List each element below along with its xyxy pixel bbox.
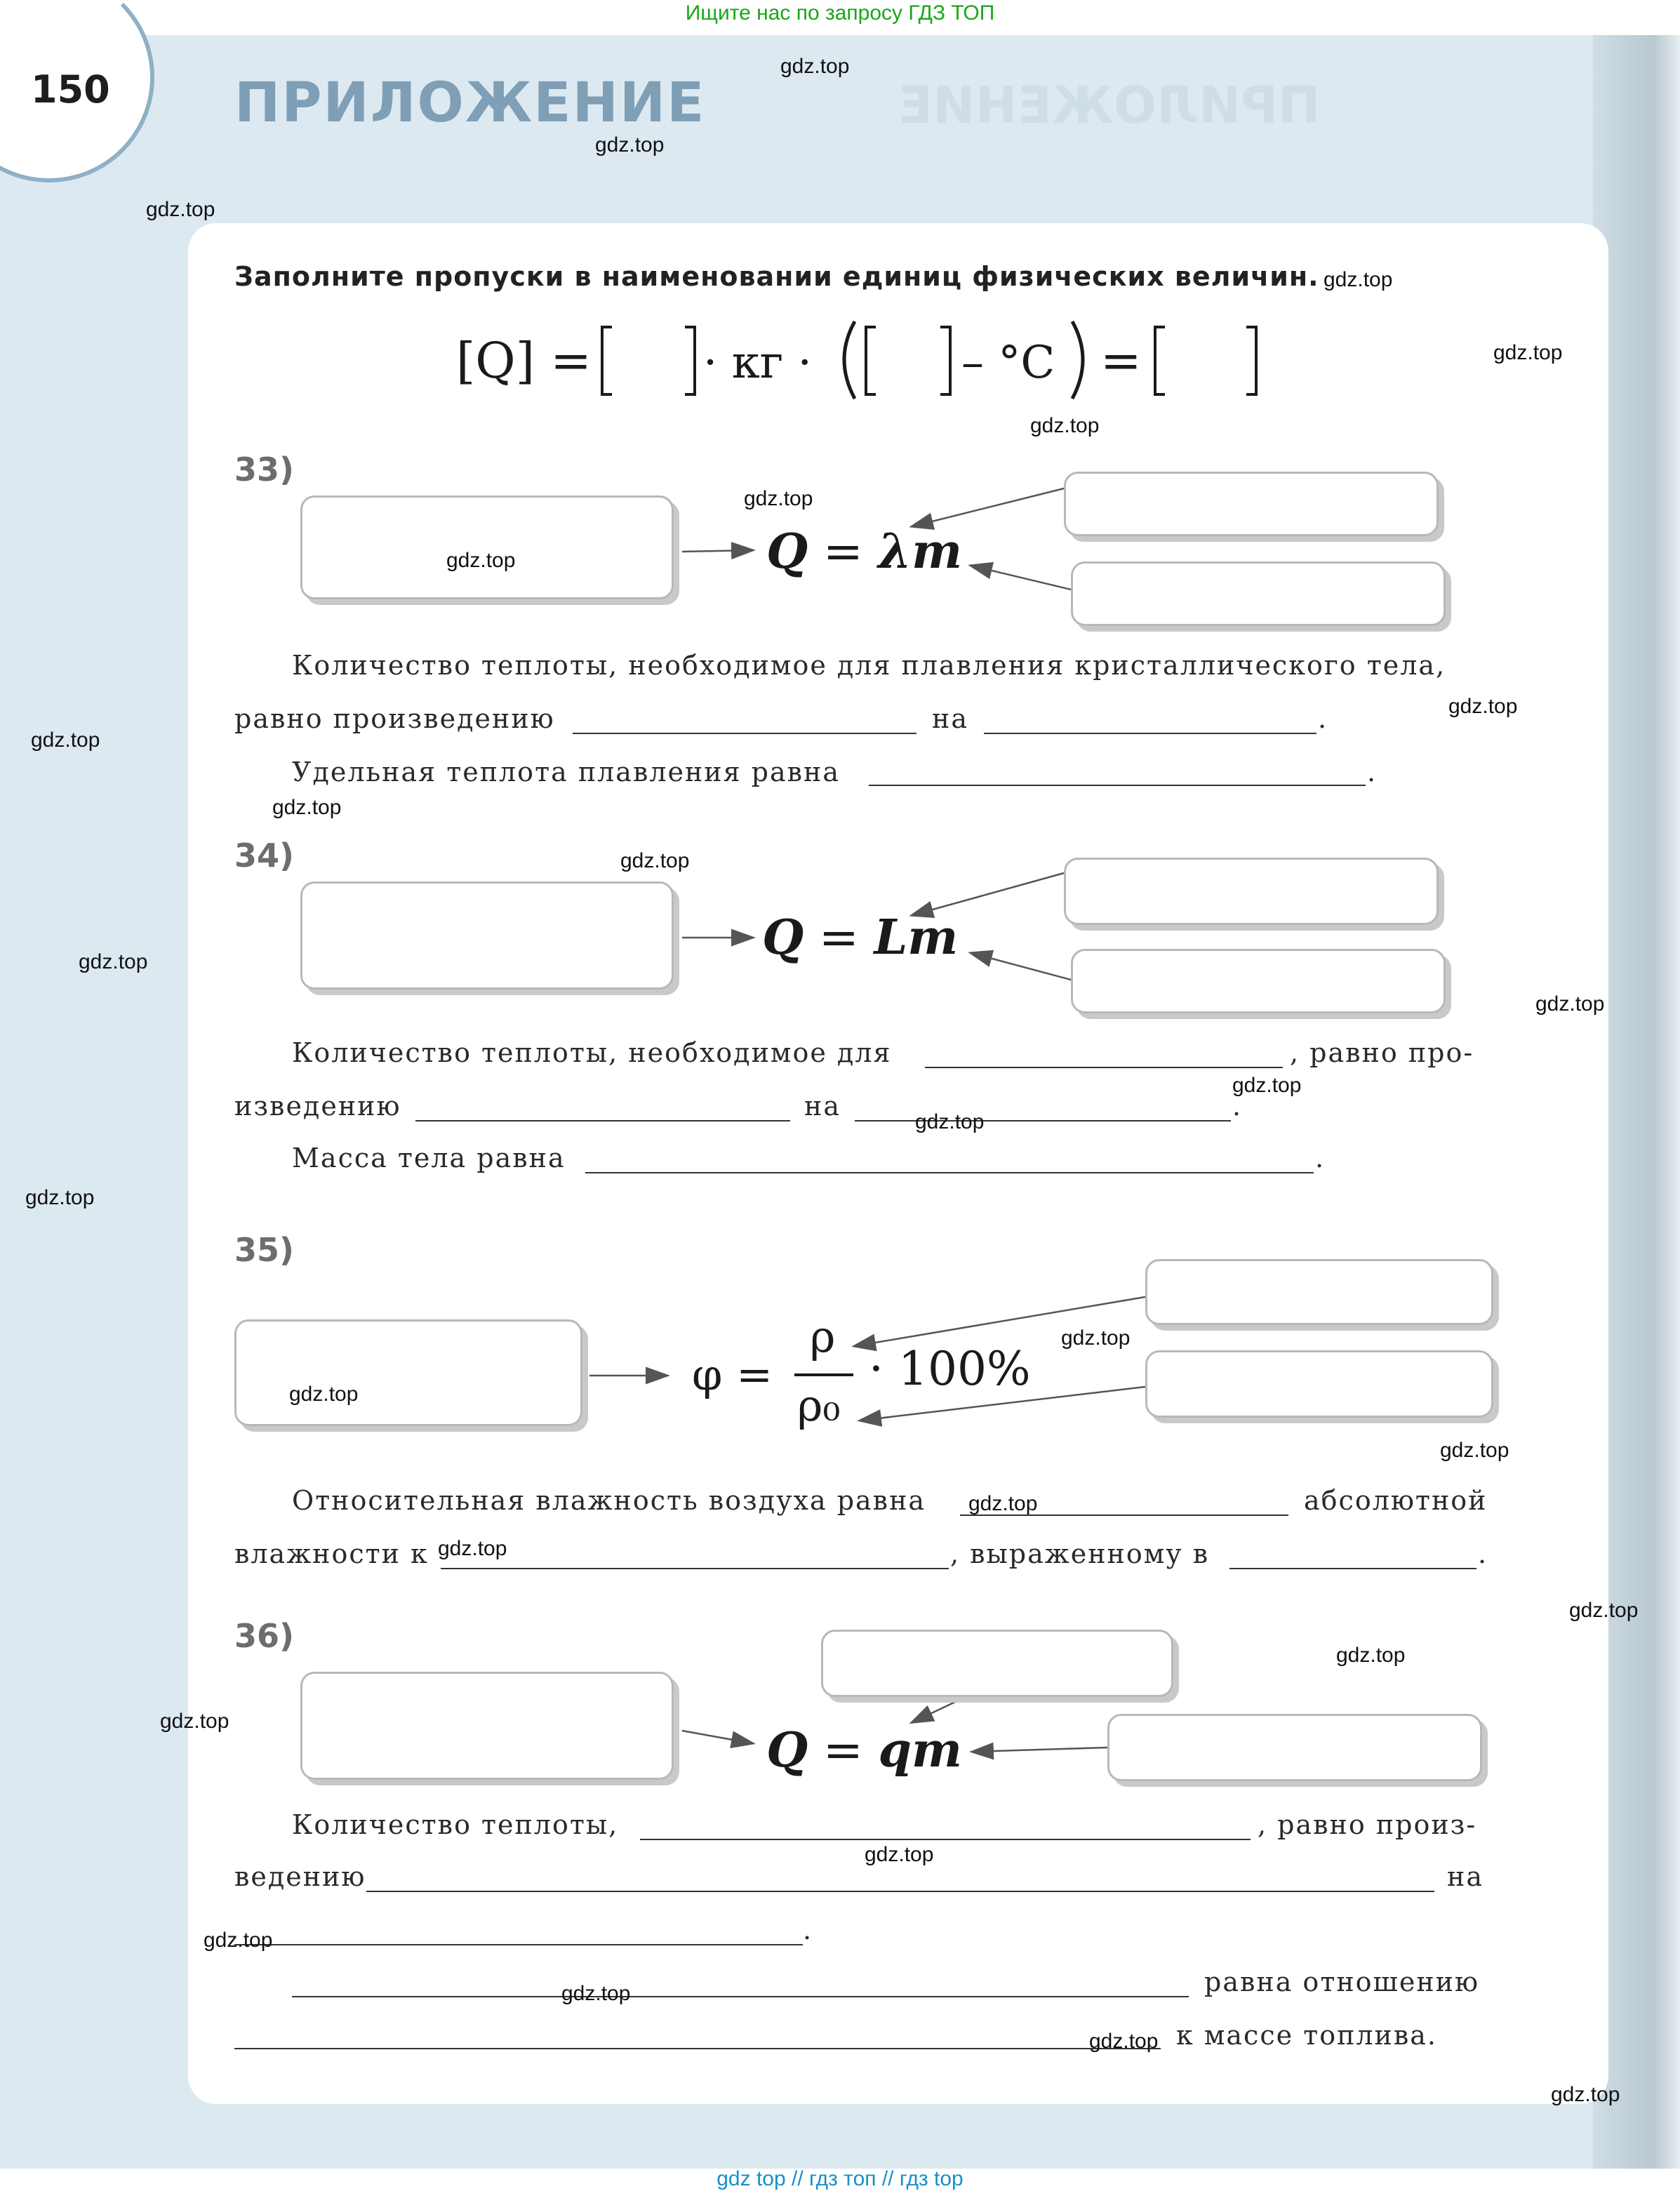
blank-bracket-3-open bbox=[1155, 327, 1165, 394]
t35-blank-2[interactable] bbox=[441, 1568, 949, 1569]
t34-line3-end: . bbox=[1315, 1143, 1326, 1173]
t36-answer-box-top[interactable] bbox=[821, 1630, 1173, 1697]
watermark: gdz.top bbox=[25, 1186, 95, 1209]
t34-line1-b: , равно про- bbox=[1290, 1037, 1474, 1068]
watermark: gdz.top bbox=[438, 1537, 507, 1560]
watermark: gdz.top bbox=[780, 55, 850, 78]
t34-formula-eq: = bbox=[818, 910, 859, 966]
t36-line4: равна отношению bbox=[1204, 1966, 1480, 1997]
watermark: gdz.top bbox=[1493, 341, 1563, 364]
t35-fraction-bar bbox=[794, 1373, 853, 1376]
task-number-35: 35) bbox=[234, 1231, 295, 1269]
t34-formula-q: Q bbox=[762, 910, 804, 966]
watermark: gdz.top bbox=[1336, 1644, 1406, 1667]
t36-line3-end: . bbox=[803, 1915, 813, 1945]
t36-blank-2[interactable] bbox=[366, 1891, 1434, 1892]
watermark: gdz.top bbox=[289, 1383, 359, 1406]
t33-answer-box-top-right[interactable] bbox=[1064, 472, 1439, 536]
t33-line2-end: . bbox=[1318, 703, 1328, 734]
watermark: gdz.top bbox=[1324, 268, 1393, 291]
t36-answer-box-left[interactable] bbox=[300, 1672, 674, 1780]
t36-line5: к массе топлива. bbox=[1176, 2020, 1437, 2051]
t36-blank-3[interactable] bbox=[234, 1944, 803, 1945]
bleed-through-title: ПРИЛОЖЕНИЕ bbox=[898, 76, 1321, 135]
units-formula-kg: · кг · bbox=[703, 337, 812, 389]
units-formula-equals: = bbox=[1100, 332, 1142, 390]
t35-formula-mult: · 100% bbox=[869, 1342, 1031, 1396]
t35-blank-3[interactable] bbox=[1229, 1568, 1476, 1569]
t33-answer-box-left[interactable] bbox=[300, 495, 674, 599]
watermark: gdz.top bbox=[31, 728, 100, 752]
blank-bracket-1-close bbox=[685, 327, 695, 394]
watermark: gdz.top bbox=[204, 1929, 273, 1952]
t33-blank-1[interactable] bbox=[573, 733, 916, 734]
watermark: gdz.top bbox=[146, 198, 215, 221]
t34-formula bbox=[762, 910, 958, 966]
watermark: gdz.top bbox=[865, 1843, 934, 1866]
t33-line2-b: на bbox=[932, 703, 968, 734]
watermark: gdz.top bbox=[1089, 2030, 1159, 2053]
t35-formula-numerator: ρ bbox=[810, 1311, 836, 1362]
blank-bracket-2-close bbox=[940, 327, 950, 394]
page-number: 150 bbox=[31, 67, 110, 112]
t36-answer-box-right[interactable] bbox=[1107, 1714, 1482, 1781]
t34-line2-b: на bbox=[804, 1091, 841, 1122]
blank-bracket-2-open bbox=[866, 327, 876, 394]
t36-line1-a: Количество теплоты, bbox=[292, 1809, 619, 1840]
t34-line3: Масса тела равна bbox=[292, 1143, 566, 1173]
task-number-36: 36) bbox=[234, 1617, 295, 1655]
t33-answer-box-bottom-right[interactable] bbox=[1071, 561, 1446, 626]
t34-line2-end: . bbox=[1232, 1091, 1243, 1122]
watermark: gdz.top bbox=[744, 487, 813, 510]
t34-answer-box-left[interactable] bbox=[300, 881, 674, 990]
watermark: gdz.top bbox=[160, 1710, 229, 1733]
watermark: gdz.top bbox=[1448, 695, 1518, 718]
t33-formula-rhs: λm bbox=[878, 524, 963, 580]
watermark: gdz.top bbox=[272, 796, 342, 819]
t33-line1: Количество теплоты, необходимое для плавления кристаллического тела, bbox=[292, 650, 1446, 681]
t33-formula-eq: = bbox=[822, 524, 863, 580]
task-number-33: 33) bbox=[234, 451, 295, 488]
t34-answer-box-top-right[interactable] bbox=[1064, 858, 1439, 925]
watermark: gdz.top bbox=[620, 849, 690, 872]
task-number-34: 34) bbox=[234, 837, 295, 874]
watermark: gdz.top bbox=[915, 1110, 985, 1133]
t35-line1-a: Относительная влажность воздуха равна bbox=[292, 1485, 926, 1516]
t36-line2-a: ведению bbox=[234, 1861, 366, 1892]
top-banner[interactable]: Ищите нас по запросу ГДЗ ТОП bbox=[685, 1, 995, 25]
t34-formula-rhs: Lm bbox=[874, 910, 959, 966]
watermark: gdz.top bbox=[1535, 992, 1605, 1016]
paren-close bbox=[1072, 321, 1083, 399]
t33-formula bbox=[766, 524, 962, 580]
t36-formula bbox=[766, 1722, 962, 1778]
t35-line1-b: абсолютной bbox=[1304, 1485, 1488, 1516]
watermark: gdz.top bbox=[1569, 1599, 1639, 1622]
t36-formula-rhs: qm bbox=[878, 1722, 962, 1778]
t33-line2-a: равно произведению bbox=[234, 703, 555, 734]
bottom-banner[interactable]: gdz top // гдз топ // гдз top bbox=[716, 2167, 964, 2190]
t34-line1-a: Количество теплоты, необходимое для bbox=[292, 1037, 892, 1068]
watermark: gdz.top bbox=[1061, 1326, 1131, 1350]
watermark: gdz.top bbox=[968, 1492, 1038, 1515]
t36-line1-b: , равно произ- bbox=[1258, 1809, 1477, 1840]
watermark: gdz.top bbox=[79, 950, 148, 973]
t36-formula-eq: = bbox=[822, 1723, 863, 1778]
units-formula bbox=[456, 314, 1263, 406]
paren-open bbox=[844, 321, 855, 399]
section-title: ПРИЛОЖЕНИЕ bbox=[234, 72, 706, 135]
t35-answer-box-bottom-right[interactable] bbox=[1145, 1350, 1493, 1418]
t33-line3-end: . bbox=[1367, 757, 1378, 787]
t36-blank-1[interactable] bbox=[640, 1839, 1251, 1840]
t34-blank-2[interactable] bbox=[415, 1120, 790, 1122]
t36-formula-q: Q bbox=[766, 1722, 808, 1778]
units-formula-lhs: [Q] = bbox=[456, 332, 592, 390]
watermark: gdz.top bbox=[1030, 414, 1100, 437]
watermark: gdz.top bbox=[561, 1982, 631, 2005]
t36-blank-4[interactable] bbox=[292, 1996, 1189, 1997]
t35-line2-b: , выраженному в bbox=[950, 1538, 1210, 1569]
watermark: gdz.top bbox=[1232, 1074, 1302, 1097]
watermark: gdz.top bbox=[1551, 2083, 1620, 2106]
t36-line2-b: на bbox=[1447, 1861, 1484, 1892]
watermark: gdz.top bbox=[595, 133, 665, 157]
t35-formula-denominator: ρ₀ bbox=[797, 1380, 841, 1431]
watermark: gdz.top bbox=[446, 549, 516, 572]
blank-bracket-3-close bbox=[1246, 327, 1256, 394]
t35-answer-box-left[interactable] bbox=[234, 1319, 582, 1426]
t34-answer-box-bottom-right[interactable] bbox=[1071, 949, 1446, 1013]
t35-answer-box-top-right[interactable] bbox=[1145, 1259, 1493, 1325]
blank-bracket-1-open bbox=[602, 327, 612, 394]
instruction-text: Заполните пропуски в наименовании единиц физических величин. bbox=[234, 261, 1319, 292]
t33-blank-2[interactable] bbox=[984, 733, 1316, 734]
t34-blank-3[interactable] bbox=[855, 1120, 1231, 1122]
watermark: gdz.top bbox=[1440, 1439, 1509, 1462]
t33-line3: Удельная теплота плавления равна bbox=[292, 757, 841, 787]
units-formula-minus-c: – °C bbox=[961, 337, 1055, 389]
t33-blank-3[interactable] bbox=[869, 785, 1366, 786]
t35-line2-end: . bbox=[1478, 1538, 1488, 1569]
t35-line2-a: влажности к bbox=[234, 1538, 429, 1569]
t34-line2-a: изведению bbox=[234, 1091, 401, 1122]
t35-formula-lhs: φ = bbox=[692, 1349, 773, 1400]
t34-blank-4[interactable] bbox=[585, 1172, 1314, 1173]
t33-formula-q: Q bbox=[766, 524, 808, 580]
t34-blank-1[interactable] bbox=[925, 1067, 1283, 1068]
t36-blank-5[interactable] bbox=[234, 2048, 1161, 2049]
